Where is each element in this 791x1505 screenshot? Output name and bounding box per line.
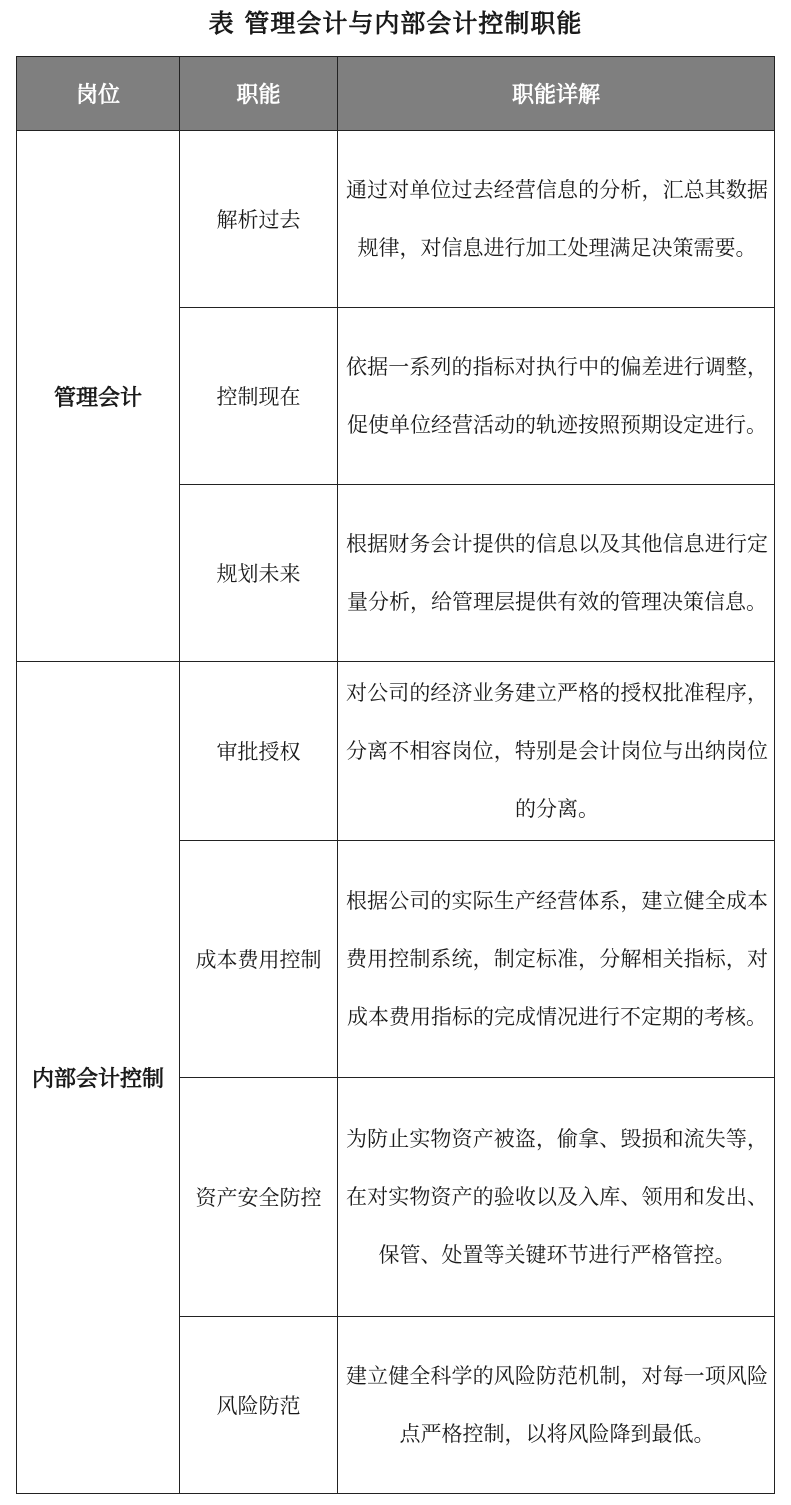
function-cell: 规划未来 <box>180 485 338 662</box>
header-row <box>17 57 775 131</box>
function-cell: 解析过去 <box>180 131 338 308</box>
table-row <box>17 662 775 841</box>
functions-table <box>16 56 775 1494</box>
function-cell: 资产安全防控 <box>180 1078 338 1317</box>
post-cell-management-accounting: 管理会计 <box>17 131 180 662</box>
detail-cell: 对公司的经济业务建立严格的授权批准程序，分离不相容岗位，特别是会计岗位与出纳岗位的分离。 <box>338 662 775 841</box>
function-cell: 风险防范 <box>180 1317 338 1494</box>
post-cell-internal-control: 内部会计控制 <box>17 662 180 1494</box>
detail-cell: 根据公司的实际生产经营体系，建立健全成本费用控制系统，制定标准，分解相关指标，对成本费用指标的完成情况进行不定期的考核。 <box>338 841 775 1078</box>
header-detail: 职能详解 <box>338 57 775 131</box>
function-cell: 成本费用控制 <box>180 841 338 1078</box>
function-cell: 审批授权 <box>180 662 338 841</box>
detail-cell: 建立健全科学的风险防范机制，对每一项风险点严格控制，以将风险降到最低。 <box>338 1317 775 1494</box>
function-cell: 控制现在 <box>180 308 338 485</box>
table-row <box>17 131 775 308</box>
detail-cell: 通过对单位过去经营信息的分析，汇总其数据规律，对信息进行加工处理满足决策需要。 <box>338 131 775 308</box>
detail-cell: 根据财务会计提供的信息以及其他信息进行定量分析，给管理层提供有效的管理决策信息。 <box>338 485 775 662</box>
table-title: 表 管理会计与内部会计控制职能 <box>208 9 583 38</box>
header-function: 职能 <box>180 57 338 131</box>
detail-cell: 依据一系列的指标对执行中的偏差进行调整，促使单位经营活动的轨迹按照预期设定进行。 <box>338 308 775 485</box>
detail-cell: 为防止实物资产被盗，偷拿、毁损和流失等，在对实物资产的验收以及入库、领用和发出、保管、处置等关键环节进行严格管控。 <box>338 1078 775 1317</box>
header-post: 岗位 <box>17 57 180 131</box>
